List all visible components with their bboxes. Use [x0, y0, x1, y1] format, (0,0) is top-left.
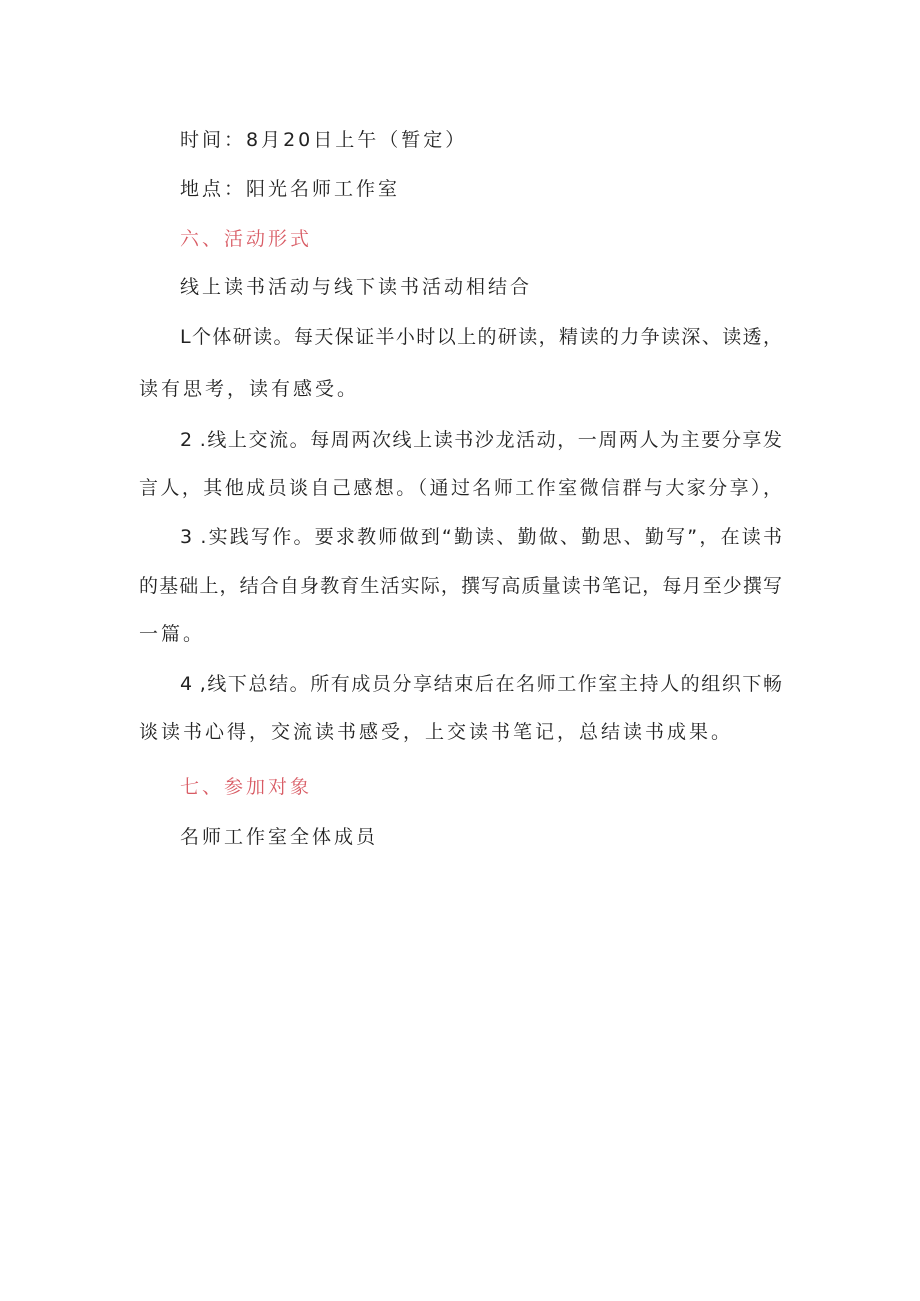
item-3-line-3: 一篇。: [139, 623, 206, 645]
time-line: 时间：8月20日上午（暂定）: [180, 129, 468, 151]
section-7-body: 名师工作室全体成员: [180, 826, 379, 848]
item-2-line-2: 言人，其他成员谈自己感想。（通过名师工作室微信群与大家分享），: [139, 477, 782, 499]
place-line: 地点：阳光名师工作室: [180, 178, 401, 200]
item-2-line-1: 2 .线上交流。每周两次线上读书沙龙活动，一周两人为主要分享发: [180, 429, 782, 451]
item-4-line-2: 谈读书心得，交流读书感受，上交读书笔记，总结读书成果。: [139, 721, 734, 743]
item-1-line-2: 读有思考，读有感受。: [139, 378, 360, 400]
section-6-intro: 线上读书活动与线下读书活动相结合: [180, 276, 533, 298]
item-4-line-1: 4 ,线下总结。所有成员分享结束后在名师工作室主持人的组织下畅: [180, 673, 782, 695]
item-3-line-2: 的基础上，结合自身教育生活实际，撰写高质量读书笔记，每月至少撰写: [139, 575, 782, 597]
section-7-heading: 七、参加对象: [180, 776, 313, 798]
item-3-line-1: 3 .实践写作。要求教师做到“勤读、勤做、勤思、勤写”，在读书: [180, 526, 782, 548]
item-1-line-1: L个体研读。每天保证半小时以上的研读，精读的力争读深、读透，: [180, 326, 782, 348]
section-6-heading: 六、活动形式: [180, 228, 313, 250]
